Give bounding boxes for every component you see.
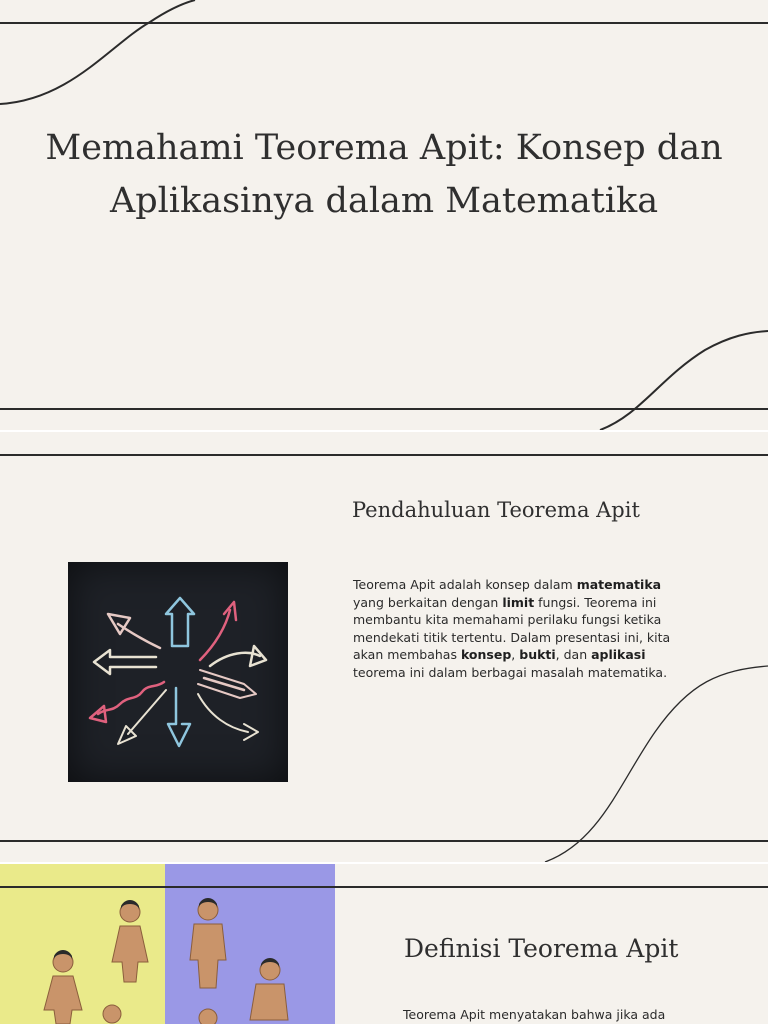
keyword-aplikasi: aplikasi bbox=[591, 647, 646, 662]
wooden-figures-image bbox=[0, 864, 335, 1024]
slide-definition bbox=[0, 864, 768, 1024]
wooden-figures-icon bbox=[0, 864, 335, 1024]
divider-line bbox=[0, 886, 768, 888]
introduction-paragraph: Teorema Apit adalah konsep dalam matematika yang berkaitan dengan limit fungsi. Teorema ini membantu kita memahami perilaku fungsi ketika mendekati titik tertentu. Dalam presentasi ini, kita akan membahas konsep, bukti, dan aplikasi teorema ini dalam berbagai masalah matematika. bbox=[353, 577, 671, 680]
keyword-konsep: konsep bbox=[460, 647, 512, 662]
section-heading: Definisi Teorema Apit bbox=[404, 934, 679, 963]
chalkboard-arrows-icon bbox=[68, 562, 288, 782]
definition-paragraph: Teorema Apit menyatakan bahwa jika ada bbox=[403, 1007, 666, 1022]
keyword-limit: limit bbox=[502, 594, 535, 610]
slide-introduction bbox=[0, 432, 768, 862]
slide-title bbox=[0, 0, 768, 430]
section-heading: Pendahuluan Teorema Apit bbox=[352, 498, 640, 522]
chalkboard-arrows-image bbox=[68, 562, 288, 782]
page-title: Memahami Teorema Apit: Konsep dan Aplikasinya dalam Matematika bbox=[45, 128, 723, 221]
keyword-matematika: matematika bbox=[576, 577, 662, 592]
keyword-bukti: bukti bbox=[519, 647, 556, 662]
